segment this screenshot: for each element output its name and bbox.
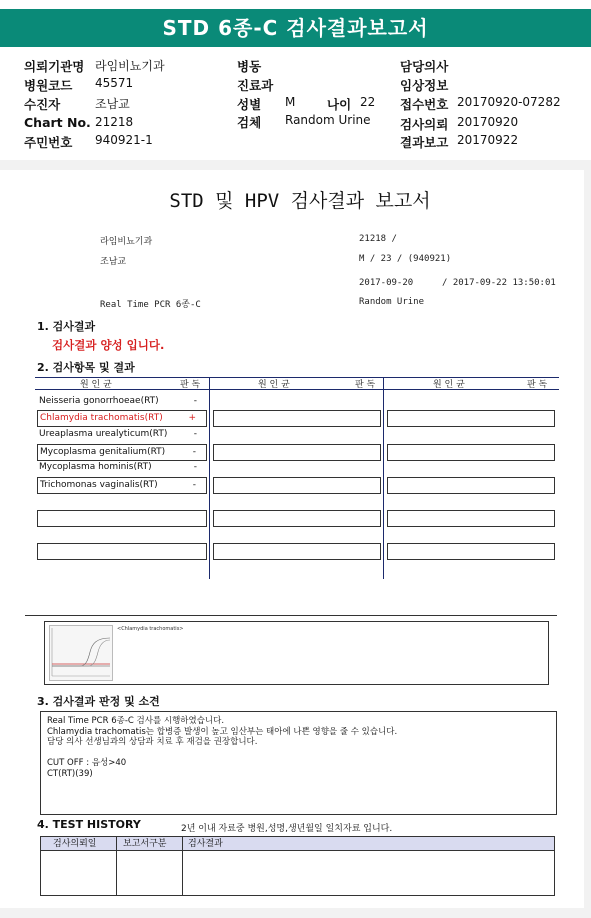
table-row bbox=[37, 460, 207, 477]
col-header-judge: 판 독 bbox=[355, 380, 376, 390]
judge-result: - bbox=[192, 480, 196, 490]
empty-row-box bbox=[387, 444, 555, 461]
history-header-row bbox=[41, 837, 554, 851]
table-top-rule bbox=[35, 377, 559, 378]
header-field: 담당의사 bbox=[400, 59, 449, 74]
comment-line: Real Time PCR 6종-C 검사를 시행하였습니다. bbox=[47, 716, 225, 726]
header-field: 결과보고 bbox=[400, 135, 449, 150]
header-field: 검사의뢰 bbox=[400, 117, 449, 132]
info-hospital: 라임비뇨기과 bbox=[100, 237, 153, 247]
header-value: 940921-1 bbox=[95, 133, 153, 147]
comment-line: 담당 의사 선생님과의 상담과 치료 후 재검을 권장합니다. bbox=[47, 737, 258, 747]
comment-line: CUT OFF : 음성>40 bbox=[47, 758, 127, 768]
col-header-germ: 원 인 균 bbox=[433, 380, 465, 390]
header-value: 조남교 bbox=[95, 97, 130, 111]
empty-row-box bbox=[213, 477, 381, 494]
col-header-judge: 판 독 bbox=[527, 380, 548, 390]
germ-name: Trichomonas vaginalis(RT) bbox=[40, 480, 158, 490]
section-divider bbox=[25, 615, 557, 616]
judge-result: - bbox=[193, 429, 197, 439]
info-specimen: Random Urine bbox=[359, 297, 425, 307]
info-patient: 조남교 bbox=[100, 257, 127, 267]
header-value: 21218 bbox=[95, 115, 134, 129]
table-row bbox=[37, 410, 207, 427]
judge-result: - bbox=[193, 396, 197, 406]
history-header-cell: 검사의뢰일 bbox=[53, 839, 97, 849]
header-value: 20170920 bbox=[457, 115, 519, 129]
judge-result: + bbox=[188, 413, 196, 423]
germ-name: Mycoplasma hominis(RT) bbox=[39, 462, 152, 472]
report-sheet bbox=[0, 160, 591, 918]
info-gender-age: M / 23 / (940921) bbox=[359, 254, 452, 264]
header-field: 성별 bbox=[237, 97, 262, 112]
empty-row-box bbox=[37, 510, 207, 527]
header-field: 접수번호 bbox=[400, 97, 449, 112]
section-title: 1. 검사결과 bbox=[37, 320, 96, 333]
empty-row-box bbox=[387, 410, 555, 427]
header-value: 22 bbox=[360, 95, 376, 109]
header-field: 나이 bbox=[327, 97, 352, 112]
header-value: M bbox=[285, 95, 296, 109]
table-row bbox=[37, 427, 207, 444]
empty-row-box bbox=[213, 543, 381, 560]
germ-name: Neisseria gonorrhoeae(RT) bbox=[39, 396, 159, 406]
header-value: 20170920-07282 bbox=[457, 95, 561, 109]
header-field: 검체 bbox=[237, 115, 262, 130]
section-title: 2. 검사항목 및 결과 bbox=[37, 361, 135, 374]
info-chart: 21218 / bbox=[359, 234, 397, 244]
empty-row-box bbox=[387, 510, 555, 527]
header-field: 임상정보 bbox=[400, 78, 449, 93]
header-value: 라임비뇨기과 bbox=[95, 59, 165, 73]
comment-box bbox=[40, 711, 557, 815]
history-header-cell: 검사결과 bbox=[188, 839, 223, 849]
history-note: 2년 이내 자료중 병원,성명,생년월일 일치자료 입니다. bbox=[181, 824, 393, 834]
germ-name: Mycoplasma genitalium(RT) bbox=[40, 447, 166, 457]
comment-line: CT(RT)(39) bbox=[47, 768, 93, 779]
empty-row-box bbox=[37, 543, 207, 560]
header-field: Chart No. bbox=[24, 115, 91, 130]
table-column-divider bbox=[383, 377, 384, 579]
germ-name: Chlamydia trachomatis(RT) bbox=[40, 413, 163, 423]
header-field: 의뢰기관명 bbox=[24, 59, 85, 74]
history-header-cell: 보고서구분 bbox=[123, 839, 167, 849]
info-date-from: 2017-09-20 bbox=[359, 278, 414, 288]
col-header-judge: 판 독 bbox=[180, 380, 201, 390]
report-title-bar: STD 6종-C 검사결과보고서 bbox=[0, 9, 591, 47]
section-title: 3. 검사결과 판정 및 소견 bbox=[37, 695, 160, 708]
header-value: 20170922 bbox=[457, 133, 519, 147]
header-value: Random Urine bbox=[285, 113, 371, 127]
germ-name: Ureaplasma urealyticum(RT) bbox=[39, 429, 168, 439]
header-field: 주민번호 bbox=[24, 135, 73, 150]
header-field: 병원코드 bbox=[24, 78, 73, 93]
history-column-divider bbox=[182, 837, 183, 895]
table-header-rule bbox=[35, 389, 559, 390]
empty-row-box bbox=[387, 477, 555, 494]
info-date-to: / 2017-09-22 13:50:01 bbox=[442, 278, 556, 288]
table-row bbox=[37, 477, 207, 494]
header-field: 수진자 bbox=[24, 97, 61, 112]
comment-line bbox=[47, 748, 550, 759]
col-header-germ: 원 인 균 bbox=[258, 380, 290, 390]
report-heading: STD 및 HPV 검사결과 보고서 bbox=[169, 190, 431, 212]
positive-result-text: 검사결과 양성 입니다. bbox=[52, 338, 165, 352]
history-column-divider bbox=[116, 837, 117, 895]
table-column-divider bbox=[209, 377, 210, 579]
comment-line: Chlamydia trachomatis는 합병증 발생이 높고 임산부는 태아에 나쁜 영향을 줄 수 있습니다. bbox=[47, 726, 398, 737]
header-field: 진료과 bbox=[237, 78, 274, 93]
table-row bbox=[37, 444, 207, 461]
empty-row-box bbox=[213, 444, 381, 461]
header-field: 병동 bbox=[237, 59, 262, 74]
empty-row-box bbox=[387, 543, 555, 560]
amplification-curve-image bbox=[49, 625, 113, 681]
col-header-germ: 원 인 균 bbox=[80, 380, 112, 390]
patient-header bbox=[0, 47, 591, 160]
report-paper bbox=[0, 170, 584, 908]
judge-result: - bbox=[193, 462, 197, 472]
history-table bbox=[40, 836, 555, 896]
empty-row-box bbox=[213, 510, 381, 527]
graph-label: <Chlamydia trachomatis> bbox=[117, 626, 184, 632]
empty-row-box bbox=[213, 410, 381, 427]
pcr-graph-box bbox=[44, 621, 549, 685]
info-test-name: Real Time PCR 6종-C bbox=[100, 300, 201, 310]
judge-result: - bbox=[192, 447, 196, 457]
section-title: 4. TEST HISTORY bbox=[37, 818, 141, 831]
header-value: 45571 bbox=[95, 76, 134, 90]
table-row bbox=[37, 394, 207, 411]
